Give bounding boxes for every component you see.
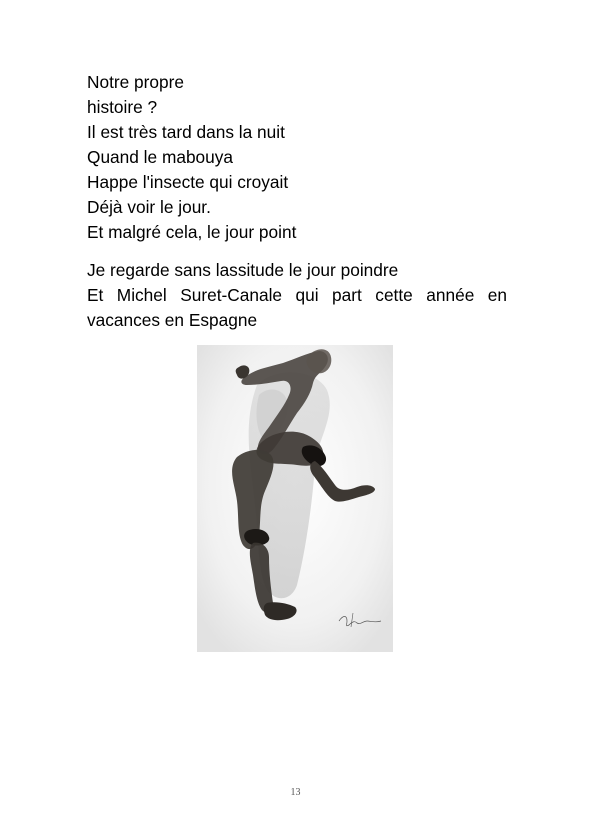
poem-stanza-1 xyxy=(87,70,527,245)
poem-line: Je regarde sans lassitude le jour poindre xyxy=(87,260,399,280)
page-number: 13 xyxy=(290,787,301,798)
poem-line: Notre propre xyxy=(87,72,185,92)
poem-line: Quand le mabouya xyxy=(87,147,234,167)
poem-line: histoire ? xyxy=(87,97,158,117)
poem-line: Et malgré cela, le jour point xyxy=(87,222,297,242)
poem-line: Il est très tard dans la nuit xyxy=(87,122,285,142)
poem-line: Et Michel Suret-Canale qui part cette année en xyxy=(87,285,507,305)
poem-line: Déjà voir le jour. xyxy=(87,197,211,217)
poem-line: vacances en Espagne xyxy=(87,310,258,330)
poem-stanza-2 xyxy=(87,258,507,333)
ink-wash-figure-artwork xyxy=(197,345,393,652)
poem-line: Happe l'insecte qui croyait xyxy=(87,172,289,192)
